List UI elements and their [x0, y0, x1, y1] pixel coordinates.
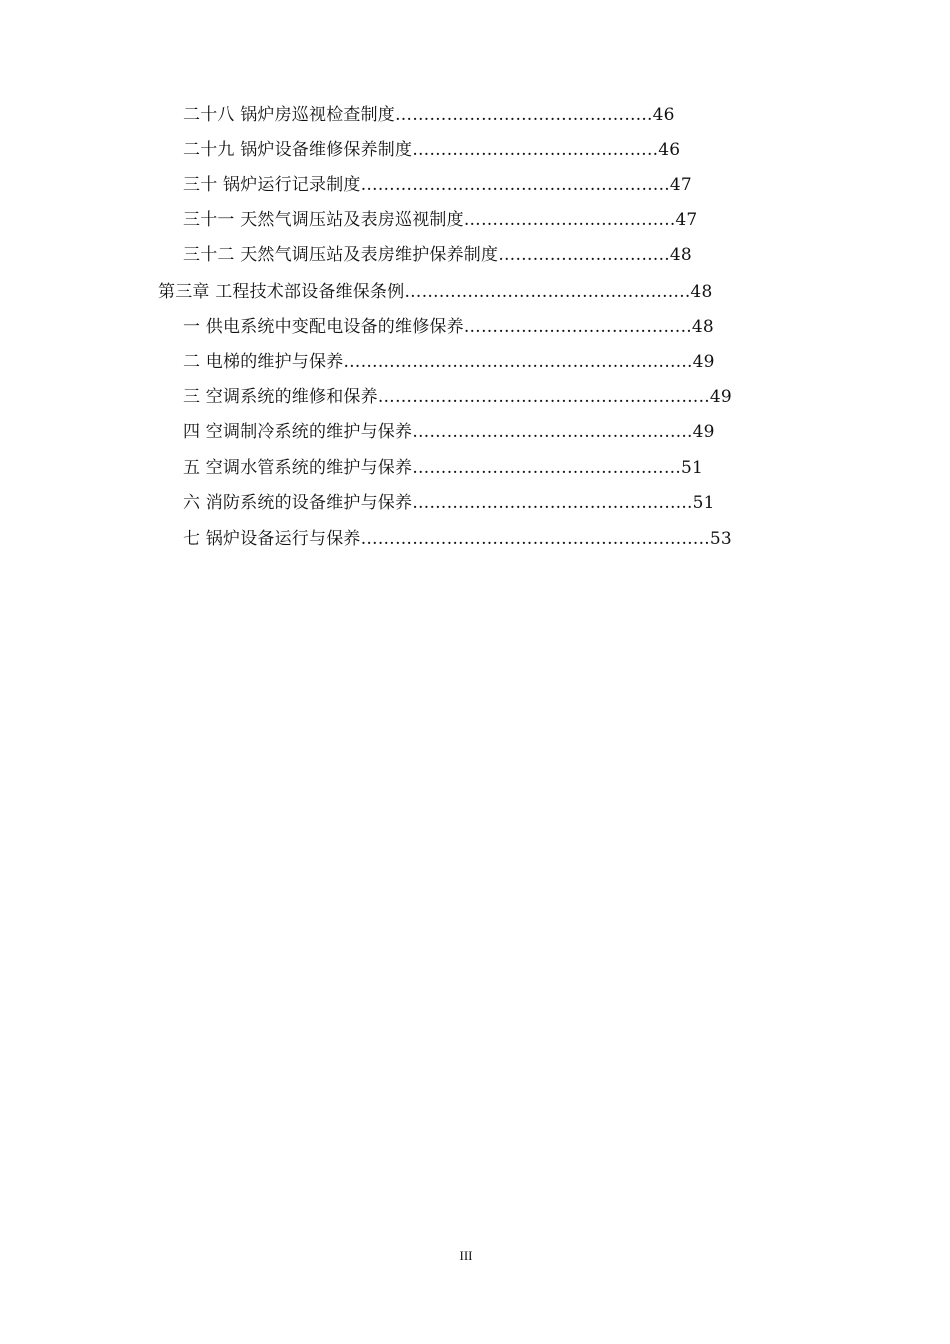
toc-entry-29: 二十九 锅炉设备维修保养制度……………………………..……..46 — [183, 140, 681, 160]
toc-entry-2: 二 电梯的维护与保养…………………….……………………….……..49 — [183, 352, 715, 372]
toc-entry-6: 六 消防系统的设备维护与保养……………………….………….……..51 — [183, 493, 715, 513]
toc-entry-5: 五 空调水管系统的维护与保养…………………………..……...……51 — [183, 458, 704, 478]
toc-entry-32: 三十二 天然气调压站及表房维护保养制度………………….……..48 — [183, 245, 692, 265]
toc-entry-28: 二十八 锅炉房巡视检查制度……………………………….……..46 — [183, 105, 675, 125]
toc-entry-7: 七 锅炉设备运行与保养………………………………….………….……..53 — [183, 529, 732, 549]
toc-entry-1: 一 供电系统中变配电设备的维修保养…………........………………..48 — [183, 317, 714, 337]
toc-entry-3: 三 空调系统的维修和保养……………………………….………….……..49 — [183, 387, 732, 407]
toc-entry-4: 四 空调制冷系统的维护与保养…………………………..……………..49 — [183, 422, 715, 442]
toc-entry-30: 三十 锅炉运行记录制度……………………….……………………..47 — [183, 175, 692, 195]
toc-entry-31: 三十一 天然气调压站及表房巡视制度…………………..…………..47 — [183, 210, 698, 230]
toc-chapter-3: 第三章 工程技术部设备维保条例………….…………………………..…..48 — [158, 282, 713, 302]
page-number: III — [459, 1248, 473, 1263]
